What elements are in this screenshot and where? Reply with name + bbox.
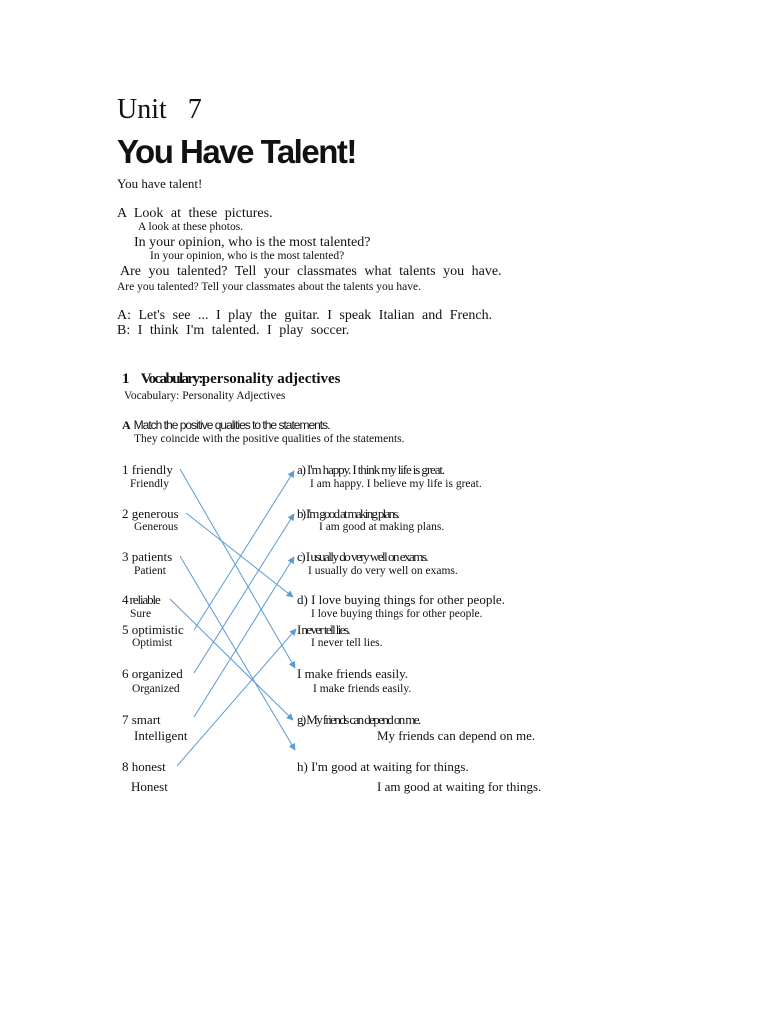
statement-b-translation: I am good at making plans. <box>319 521 445 533</box>
exercise-instruction-text: Match the positive qualities to the statements. <box>133 418 330 432</box>
dialogue-line-a: A: Let's see ... I play the guitar. I speak Italian and French. <box>117 308 493 323</box>
intro-opinion-translation: In your opinion, who is the most talented? <box>150 250 345 262</box>
adjective-3: 3 patients <box>122 549 173 564</box>
unit-number: 7 <box>187 94 202 125</box>
statement-a: a) I'm happy. I think my life is great. <box>297 462 445 477</box>
statement-f-translation: I make friends easily. <box>313 683 412 695</box>
statement-g-translation: My friends can depend on me. <box>377 728 536 743</box>
statement-a-translation: I am happy. I believe my life is great. <box>310 478 482 490</box>
adjective-6: 6 organized <box>122 666 183 681</box>
adjective-7: 7 smart <box>122 712 161 727</box>
adjective-3-translation: Patient <box>134 565 166 577</box>
statement-h: h) I'm good at waiting for things. <box>297 759 469 774</box>
statement-c-translation: I usually do very well on exams. <box>308 565 458 577</box>
intro-question: Are you talented? Tell your classmates what talents you have. <box>120 264 502 279</box>
statement-c: c) I usually do very well on exams. <box>297 549 428 564</box>
match-arrow-friendly <box>180 469 295 668</box>
adjective-2: 2 generous <box>122 506 179 521</box>
statement-g: g) My friends can depend on me. <box>297 712 420 727</box>
adjective-8: 8 honest <box>122 759 166 774</box>
statement-d-translation: I love buying things for other people. <box>311 608 483 620</box>
section-title-topic: personality adjectives <box>201 371 341 387</box>
adjective-5-translation: Optimist <box>132 637 173 649</box>
page-title: You Have Talent! <box>117 133 356 170</box>
intro-line-a-translation: A look at these photos. <box>138 221 244 233</box>
statement-e-translation: I never tell lies. <box>311 637 383 649</box>
exercise-letter: A <box>122 418 131 432</box>
match-arrow-reliable <box>170 599 293 720</box>
exercise-instruction-translation: They coincide with the positive qualities of the statements. <box>134 433 405 445</box>
unit-label: Unit <box>117 94 167 125</box>
statement-f: I make friends easily. <box>297 666 409 681</box>
adjective-1-translation: Friendly <box>130 478 169 490</box>
section-title-vocabulary: Vocabulary: <box>140 371 202 387</box>
intro-question-translation: Are you talented? Tell your classmates about the talents you have. <box>117 281 421 293</box>
dialogue-line-b: B: I think I'm talented. I play soccer. <box>117 323 350 338</box>
adjective-4: 4 reliable <box>122 592 160 607</box>
match-arrow-optimistic <box>194 471 294 630</box>
adjective-8-translation: Honest <box>131 779 168 794</box>
statement-e: I never tell lies. <box>297 622 350 637</box>
statement-d: d) I love buying things for other people. <box>297 592 505 607</box>
statement-h-translation: I am good at waiting for things. <box>377 779 542 794</box>
intro-line-a: A Look at these pictures. <box>117 206 273 221</box>
statement-b: b) I'm good at making plans. <box>297 506 399 521</box>
adjective-2-translation: Generous <box>134 521 179 533</box>
adjective-1: 1 friendly <box>122 462 173 477</box>
adjective-5: 5 optimistic <box>122 622 184 637</box>
section-number: 1 <box>122 371 130 387</box>
adjective-4-translation: Sure <box>130 608 152 620</box>
section-subtitle: Vocabulary: Personality Adjectives <box>124 390 286 402</box>
page-subtitle: You have talent! <box>117 176 203 191</box>
adjective-6-translation: Organized <box>132 683 180 695</box>
intro-opinion: In your opinion, who is the most talented? <box>134 235 371 250</box>
adjective-7-translation: Intelligent <box>134 728 188 743</box>
